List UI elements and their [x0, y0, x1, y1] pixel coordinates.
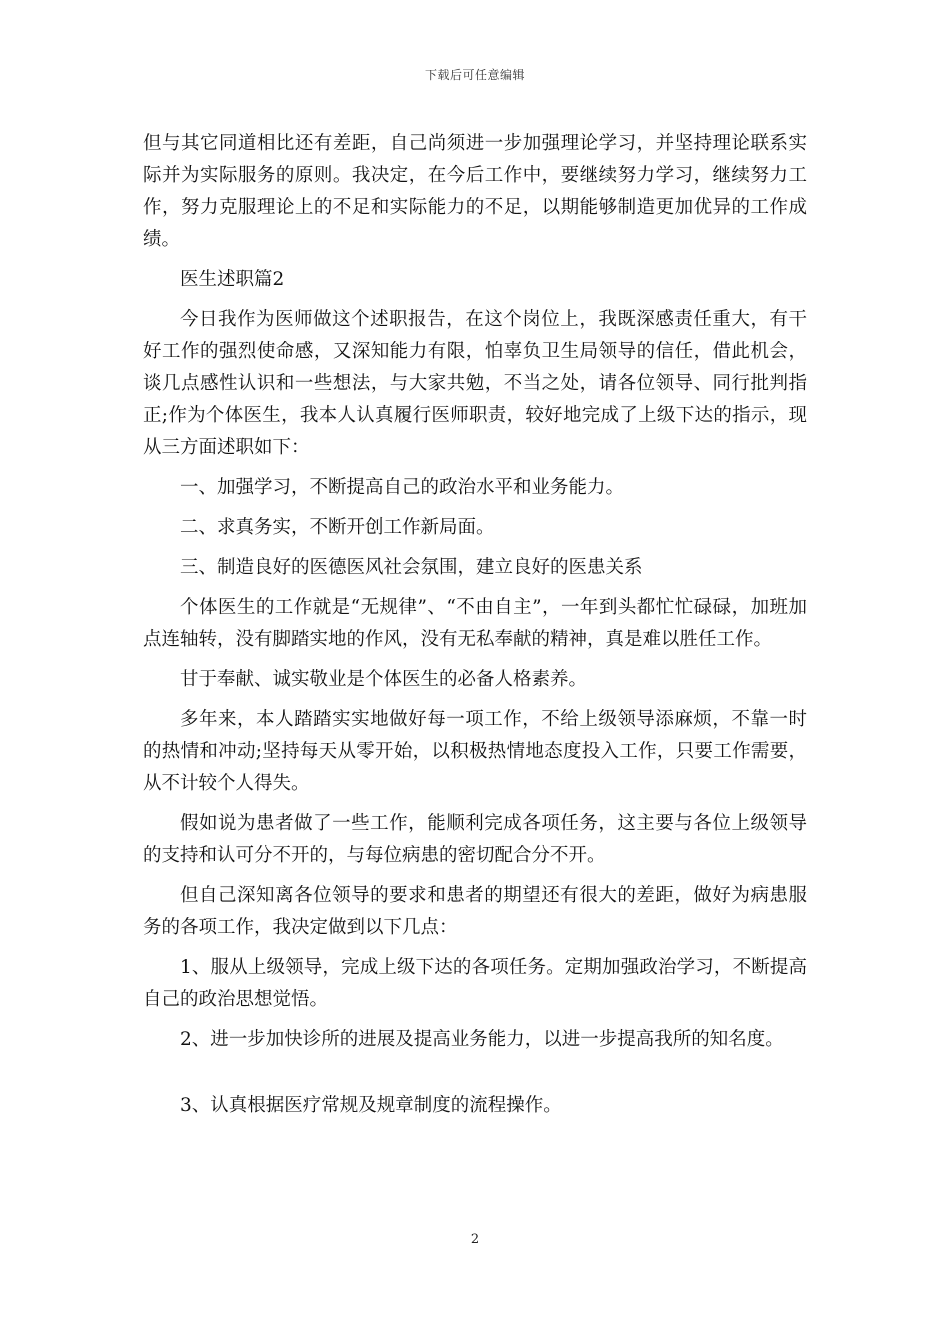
paragraph-dedication: 甘于奉献、诚实敬业是个体医生的必备人格素养。 [180, 669, 588, 690]
list-item-3: 三、制造良好的医德医风社会氛围，建立良好的医患关系 [180, 557, 643, 578]
plan-item-3: 3、认真根据医疗常规及规章制度的流程操作。 [180, 1095, 562, 1116]
paragraph-thanks: 假如说为患者做了一些工作，能顺利完成各项任务，这主要与各位上级领导的支持和认可分不开的，与每位病患的密切配合分不开。 [143, 813, 807, 866]
list-item-1: 一、加强学习，不断提高自己的政治水平和业务能力。 [180, 477, 625, 498]
header-note: 下载后可任意编辑 [424, 68, 525, 82]
paragraph-gap: 但自己深知离各位领导的要求和患者的期望还有很大的差距，做好为病患服务的各项工作，我决定做到以下几点： [143, 885, 807, 938]
document-body [143, 128, 807, 1122]
section-heading: 医生述职篇2 [180, 269, 285, 290]
paragraph-continuation: 但与其它同道相比还有差距，自己尚须进一步加强理论学习，并坚持理论联系实际并为实际服务的原则。我决定，在今后工作中，要继续努力学习，继续努力工作，努力克服理论上的不足和实际能力的不足，以期能够制造更加优异的工作成绩。 [143, 133, 807, 250]
paragraph-work-nature: 个体医生的工作就是“无规律”、“不由自主”，一年到头都忙忙碌碌，加班加点连轴转，没有脚踏实地的作风，没有无私奉献的精神，真是难以胜任工作。 [143, 597, 807, 650]
page-number: 2 [470, 1232, 480, 1247]
list-item-2: 二、求真务实，不断开创工作新局面。 [180, 517, 495, 538]
paragraph-intro: 今日我作为医师做这个述职报告，在这个岗位上，我既深感责任重大，有干好工作的强烈使命感，又深知能力有限，怕辜负卫生局领导的信任，借此机会，谈几点感性认识和一些想法，与大家共勉，不当之处，请各位领导、同行批判指正;作为个体医生，我本人认真履行医师职责，较好地完成了上级下达的指示，现从三方面述职如下： [143, 309, 807, 458]
plan-item-1: 1、服从上级领导，完成上级下达的各项任务。定期加强政治学习，不断提高自己的政治思想觉悟。 [143, 957, 807, 1010]
paragraph-years: 多年来，本人踏踏实实地做好每一项工作，不给上级领导添麻烦，不靠一时的热情和冲动;坚持每天从零开始，以积极热情地态度投入工作，只要工作需要，从不计较个人得失。 [143, 709, 807, 794]
plan-item-2: 2、进一步加快诊所的进展及提高业务能力，以进一步提高我所的知名度。 [180, 1029, 784, 1050]
